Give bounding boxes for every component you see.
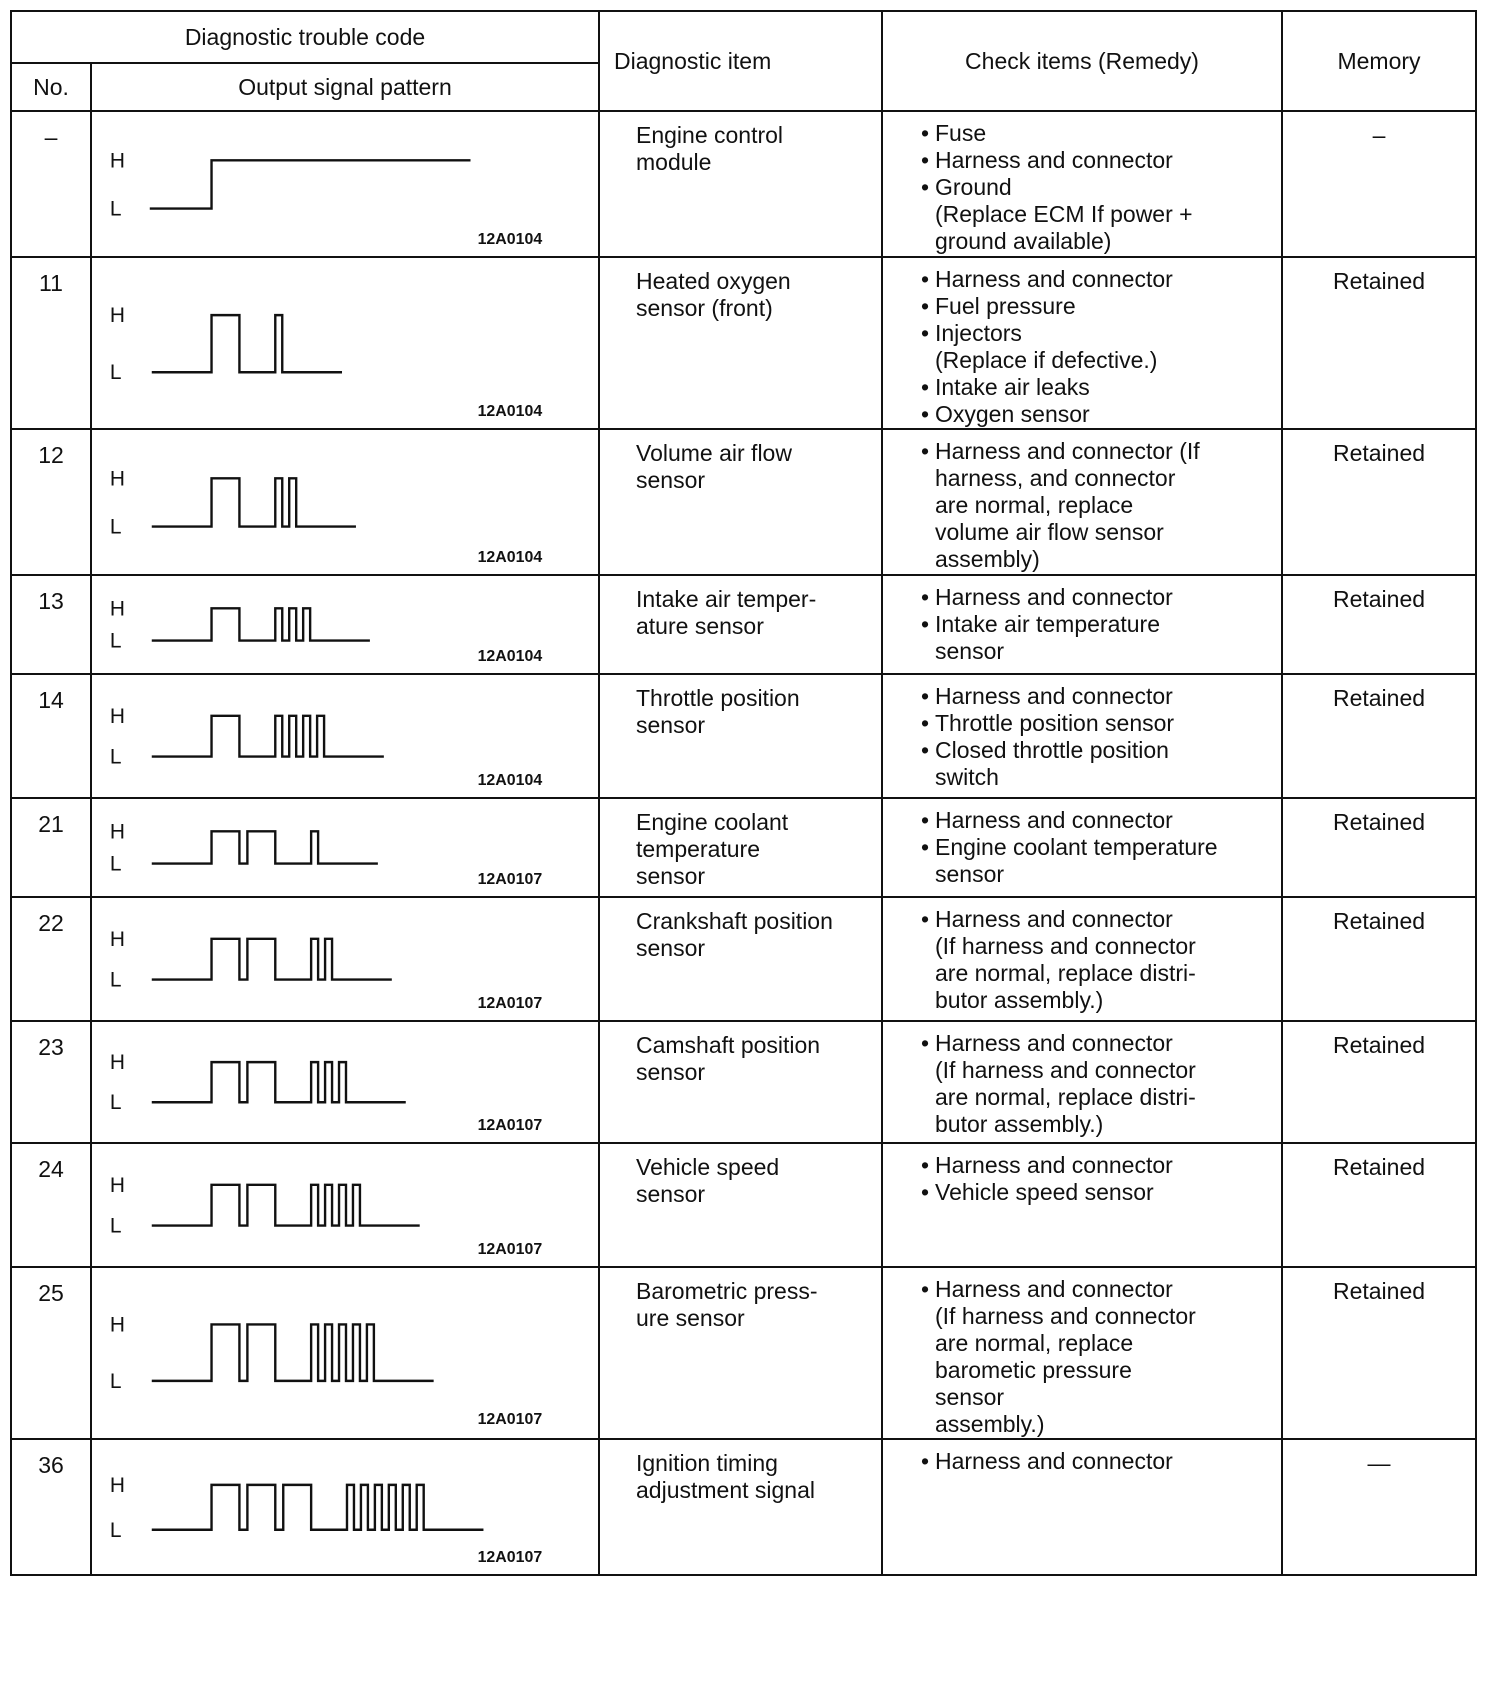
table-row xyxy=(11,575,1476,674)
code-number: 36 xyxy=(11,1439,91,1575)
check-item xyxy=(921,147,1275,174)
check-items xyxy=(882,1143,1282,1267)
check-item xyxy=(921,438,1275,573)
check-items xyxy=(882,674,1282,798)
check-item-text: Intake air leaks xyxy=(935,374,1090,400)
check-item-text: Harness and connector xyxy=(935,584,1173,610)
code-number: 13 xyxy=(11,575,91,674)
check-item-text: Harness and connector (If harness and connector are normal, replace distri- butor assembly.) xyxy=(935,1030,1196,1137)
table-row xyxy=(11,111,1476,257)
diagnostic-item: Barometric press- ure sensor xyxy=(599,1267,882,1439)
bullet-icon: • xyxy=(921,584,930,610)
code-number: 23 xyxy=(11,1021,91,1143)
bullet-icon: • xyxy=(921,174,930,200)
check-item-text: Fuse xyxy=(935,120,987,146)
diagnostic-item: Engine coolant temperature sensor xyxy=(599,798,882,897)
bullet-icon: • xyxy=(921,611,930,637)
header-output-signal-pattern: Output signal pattern xyxy=(91,63,599,111)
code-number: 12 xyxy=(11,429,91,575)
signal-pattern-chart xyxy=(92,430,598,572)
code-number: – xyxy=(11,111,91,257)
check-items xyxy=(882,575,1282,674)
signal-low-label: L xyxy=(109,1369,122,1393)
check-item-text: Vehicle speed sensor xyxy=(935,1179,1154,1205)
output-signal-pattern xyxy=(91,111,599,257)
check-item-text: Harness and connector (If harness and connector are normal, replace barometic pressure sensor assembly.) xyxy=(935,1276,1196,1437)
check-item xyxy=(921,1152,1275,1179)
signal-high-label: H xyxy=(109,704,126,728)
signal-pattern-chart xyxy=(92,112,598,254)
signal-waveform xyxy=(152,608,370,640)
diagnostic-item: Throttle position sensor xyxy=(599,674,882,798)
memory-status: Retained xyxy=(1282,1021,1476,1143)
check-item-text: Harness and connector (If harness, and connector are normal, replace volume air flow sensor assembly) xyxy=(935,438,1200,572)
check-item-text: Engine coolant temperature sensor xyxy=(935,834,1218,887)
check-item-text: Harness and connector xyxy=(935,147,1173,173)
check-item xyxy=(921,266,1275,293)
code-number: 11 xyxy=(11,257,91,429)
signal-pattern-chart xyxy=(92,1144,598,1264)
signal-low-label: L xyxy=(109,1214,122,1238)
figure-code: 12A0104 xyxy=(477,771,543,790)
check-items xyxy=(882,111,1282,257)
bullet-icon: • xyxy=(921,266,930,292)
bullet-icon: • xyxy=(921,1179,930,1205)
figure-code: 12A0107 xyxy=(477,994,543,1013)
output-signal-pattern xyxy=(91,575,599,674)
check-item xyxy=(921,1276,1275,1438)
check-item-text: Closed throttle position switch xyxy=(935,737,1169,790)
header-no: No. xyxy=(11,63,91,111)
signal-waveform xyxy=(152,716,384,757)
bullet-icon: • xyxy=(921,737,930,763)
diagnostic-item: Vehicle speed sensor xyxy=(599,1143,882,1267)
check-items xyxy=(882,897,1282,1021)
memory-status: Retained xyxy=(1282,674,1476,798)
check-item-text: Harness and connector xyxy=(935,683,1173,709)
signal-waveform xyxy=(152,315,342,372)
signal-low-label: L xyxy=(109,852,122,876)
check-items xyxy=(882,1267,1282,1439)
memory-status: – xyxy=(1282,111,1476,257)
check-item-text: Harness and connector xyxy=(935,1152,1173,1178)
check-item-text: Harness and connector xyxy=(935,1448,1173,1474)
table-row xyxy=(11,257,1476,429)
signal-pattern-chart xyxy=(92,799,598,894)
check-items xyxy=(882,1021,1282,1143)
check-item xyxy=(921,1448,1275,1475)
signal-low-label: L xyxy=(109,515,122,539)
check-items-list xyxy=(883,675,1281,791)
check-item xyxy=(921,584,1275,611)
table-row xyxy=(11,674,1476,798)
output-signal-pattern xyxy=(91,897,599,1021)
check-item-text: Oxygen sensor xyxy=(935,401,1090,427)
figure-code: 12A0107 xyxy=(477,1240,543,1259)
check-item xyxy=(921,401,1275,428)
code-number: 14 xyxy=(11,674,91,798)
signal-high-label: H xyxy=(109,1313,126,1337)
check-item-text: Harness and connector (If harness and connector are normal, replace distri- butor assembly.) xyxy=(935,906,1196,1013)
header-memory: Memory xyxy=(1282,11,1476,111)
bullet-icon: • xyxy=(921,1152,930,1178)
signal-pattern-chart xyxy=(92,258,598,426)
signal-waveform xyxy=(150,160,471,208)
signal-low-label: L xyxy=(109,361,122,385)
diagnostic-item: Volume air flow sensor xyxy=(599,429,882,575)
memory-status: Retained xyxy=(1282,257,1476,429)
figure-code: 12A0107 xyxy=(477,1548,543,1567)
signal-pattern-chart xyxy=(92,675,598,795)
table-row xyxy=(11,798,1476,897)
figure-code: 12A0107 xyxy=(477,870,543,889)
check-item xyxy=(921,807,1275,834)
bullet-icon: • xyxy=(921,120,930,146)
signal-low-label: L xyxy=(109,197,122,221)
output-signal-pattern xyxy=(91,1439,599,1575)
check-item-text: Harness and connector xyxy=(935,807,1173,833)
bullet-icon: • xyxy=(921,401,930,427)
check-item-text: Intake air temperature sensor xyxy=(935,611,1161,664)
signal-waveform xyxy=(152,1185,420,1226)
signal-high-label: H xyxy=(109,304,126,328)
check-items-list xyxy=(883,576,1281,665)
check-item-text: Ground (Replace ECM If power + ground available) xyxy=(935,174,1193,254)
signal-pattern-chart xyxy=(92,1022,598,1140)
output-signal-pattern xyxy=(91,257,599,429)
check-item xyxy=(921,611,1275,665)
table-row xyxy=(11,1439,1476,1575)
check-items-list xyxy=(883,1022,1281,1138)
figure-code: 12A0104 xyxy=(477,548,543,567)
check-items xyxy=(882,798,1282,897)
table-row xyxy=(11,1267,1476,1439)
signal-waveform xyxy=(152,831,378,863)
check-items-list xyxy=(883,1268,1281,1438)
check-item-text: Harness and connector xyxy=(935,266,1173,292)
signal-pattern-chart xyxy=(92,1268,598,1434)
check-items-list xyxy=(883,430,1281,573)
diagnostic-item: Ignition timing adjustment signal xyxy=(599,1439,882,1575)
check-items-list xyxy=(883,258,1281,428)
output-signal-pattern xyxy=(91,674,599,798)
check-items-list xyxy=(883,1440,1281,1475)
check-items xyxy=(882,257,1282,429)
memory-status: — xyxy=(1282,1439,1476,1575)
check-item xyxy=(921,834,1275,888)
bullet-icon: • xyxy=(921,1030,930,1056)
check-item xyxy=(921,683,1275,710)
diagnostic-item: Camshaft position sensor xyxy=(599,1021,882,1143)
table-row xyxy=(11,1143,1476,1267)
bullet-icon: • xyxy=(921,320,930,346)
code-number: 24 xyxy=(11,1143,91,1267)
signal-high-label: H xyxy=(109,1173,126,1197)
diagnostic-trouble-code-table xyxy=(10,10,1475,1576)
signal-high-label: H xyxy=(109,467,126,491)
memory-status: Retained xyxy=(1282,1267,1476,1439)
check-item xyxy=(921,174,1275,255)
bullet-icon: • xyxy=(921,906,930,932)
check-item xyxy=(921,906,1275,1014)
signal-waveform xyxy=(152,939,392,980)
check-item xyxy=(921,1179,1275,1206)
signal-low-label: L xyxy=(109,1518,122,1542)
signal-pattern-chart xyxy=(92,576,598,671)
output-signal-pattern xyxy=(91,1267,599,1439)
bullet-icon: • xyxy=(921,438,930,464)
code-number: 21 xyxy=(11,798,91,897)
figure-code: 12A0107 xyxy=(477,1116,543,1135)
figure-code: 12A0104 xyxy=(477,647,543,666)
bullet-icon: • xyxy=(921,683,930,709)
signal-high-label: H xyxy=(109,597,126,621)
output-signal-pattern xyxy=(91,1143,599,1267)
bullet-icon: • xyxy=(921,710,930,736)
bullet-icon: • xyxy=(921,834,930,860)
signal-waveform xyxy=(152,478,356,526)
diagnostic-item: Crankshaft position sensor xyxy=(599,897,882,1021)
check-item xyxy=(921,737,1275,791)
check-item-text: Injectors (Replace if defective.) xyxy=(935,320,1158,373)
bullet-icon: • xyxy=(921,293,930,319)
signal-high-label: H xyxy=(109,1051,126,1075)
bullet-icon: • xyxy=(921,807,930,833)
signal-low-label: L xyxy=(109,745,122,769)
memory-status: Retained xyxy=(1282,798,1476,897)
bullet-icon: • xyxy=(921,1448,930,1474)
figure-code: 12A0104 xyxy=(477,230,543,249)
signal-waveform xyxy=(152,1324,434,1380)
table-row xyxy=(11,429,1476,575)
output-signal-pattern xyxy=(91,798,599,897)
check-item xyxy=(921,120,1275,147)
signal-pattern-chart xyxy=(92,898,598,1018)
memory-status: Retained xyxy=(1282,575,1476,674)
check-items xyxy=(882,429,1282,575)
check-item xyxy=(921,320,1275,374)
signal-high-label: H xyxy=(109,149,126,173)
diagnostic-item: Heated oxygen sensor (front) xyxy=(599,257,882,429)
header-diagnostic-item: Diagnostic item xyxy=(599,11,882,111)
output-signal-pattern xyxy=(91,429,599,575)
bullet-icon: • xyxy=(921,374,930,400)
check-items-list xyxy=(883,1144,1281,1206)
bullet-icon: • xyxy=(921,147,930,173)
header-dtc: Diagnostic trouble code xyxy=(11,11,599,63)
figure-code: 12A0107 xyxy=(477,1410,543,1429)
check-item xyxy=(921,1030,1275,1138)
code-number: 22 xyxy=(11,897,91,1021)
check-item-text: Throttle position sensor xyxy=(935,710,1175,736)
check-items-list xyxy=(883,112,1281,255)
table-row xyxy=(11,1021,1476,1143)
signal-low-label: L xyxy=(109,968,122,992)
figure-code: 12A0104 xyxy=(477,402,543,421)
memory-status: Retained xyxy=(1282,1143,1476,1267)
signal-waveform xyxy=(152,1485,484,1530)
check-item xyxy=(921,374,1275,401)
bullet-icon: • xyxy=(921,1276,930,1302)
signal-waveform xyxy=(152,1062,406,1102)
diagnostic-item: Intake air temper- ature sensor xyxy=(599,575,882,674)
signal-high-label: H xyxy=(109,927,126,951)
check-item-text: Fuel pressure xyxy=(935,293,1076,319)
check-item xyxy=(921,293,1275,320)
check-items xyxy=(882,1439,1282,1575)
dtc-table xyxy=(10,10,1477,1576)
signal-low-label: L xyxy=(109,1091,122,1115)
output-signal-pattern xyxy=(91,1021,599,1143)
signal-high-label: H xyxy=(109,1473,126,1497)
code-number: 25 xyxy=(11,1267,91,1439)
signal-pattern-chart xyxy=(92,1440,598,1572)
memory-status: Retained xyxy=(1282,429,1476,575)
table-body xyxy=(11,111,1476,1575)
check-items-list xyxy=(883,799,1281,888)
memory-status: Retained xyxy=(1282,897,1476,1021)
check-item xyxy=(921,710,1275,737)
check-items-list xyxy=(883,898,1281,1014)
signal-low-label: L xyxy=(109,629,122,653)
table-row xyxy=(11,897,1476,1021)
diagnostic-item: Engine control module xyxy=(599,111,882,257)
signal-high-label: H xyxy=(109,820,126,844)
header-check-items: Check items (Remedy) xyxy=(882,11,1282,111)
